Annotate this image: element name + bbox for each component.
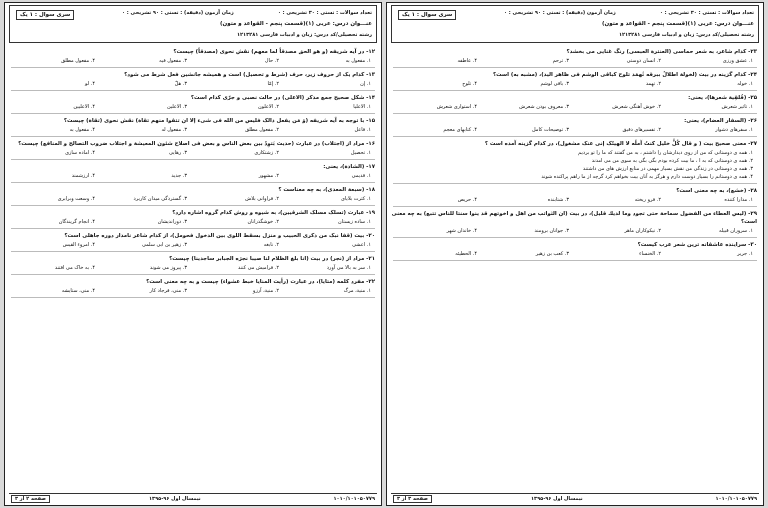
answer-options [9, 126, 377, 134]
answer-option[interactable]: ۲. فرامیش می کنند [237, 265, 279, 271]
answer-option[interactable]: ۱. مدارا کننده [724, 197, 753, 203]
question-text: ۱۸- (سبعة المعدی)، به چه معناست ؟ [278, 187, 375, 193]
question-text: ۲۴- کدام گزینه در بیت (لخولة اطلالٌ ببرقه ثَهمَد تلوح کباقی الوشم فی ظاهر الید)، (مشبه به) است؟ [493, 72, 757, 78]
question-text: ۱۶- مراد از (اجتلاب) در عبارت (حدیث بَتوِدّ بین بعض الناس و بعض فی اصلاح شئون المعیشة و اجتلاب ضروب التصالح و المنافع) چیست؟ [18, 141, 375, 147]
answer-option[interactable]: ۱. تحصیل [350, 150, 371, 156]
answer-options [391, 57, 759, 65]
answer-option[interactable]: ۳. توصیحات کامل [531, 127, 569, 133]
answer-option[interactable]: ۱. سفرهای دشوار [715, 127, 753, 133]
answer-options [9, 57, 377, 65]
answer-options [9, 172, 377, 180]
page-footer [9, 493, 377, 503]
answer-option[interactable]: ۴. حریص [457, 197, 477, 203]
answer-option[interactable]: ۳. معروف بودن شعرش [519, 104, 569, 110]
answer-option[interactable]: ۳. پیروز می شوند [149, 265, 187, 271]
exam-header [9, 5, 377, 43]
answer-option[interactable]: ۳. دوراندیشان [157, 219, 187, 225]
answer-option[interactable]: ۲. انسان دوستی [626, 58, 661, 64]
footer-page-number: صفحه ۲ از ۳ [11, 495, 50, 503]
answer-option[interactable]: ۳. باقی لوشم [540, 81, 569, 87]
footer-page-number: صفحه ۳ از ۳ [393, 495, 432, 503]
answer-options [9, 103, 377, 111]
answer-option[interactable]: ۱. الاعلیا [353, 104, 371, 110]
answer-option[interactable]: ۲. مشهور [258, 173, 279, 179]
answer-options [391, 103, 759, 111]
answer-option[interactable]: ۳. منی، فرجاد کار [149, 288, 187, 294]
answer-option[interactable]: ۲. تفسیرهای دقیق [622, 127, 661, 133]
answer-option[interactable]: ۲. خوشگذرانان [247, 219, 279, 225]
question-text: ۲۵- (فُلقِیة شعرها)، یعنی: [688, 95, 757, 101]
answer-option[interactable]: ۲. حال [264, 58, 279, 64]
answer-options [9, 195, 377, 203]
field-code: رشته تحصیلی/کد درس: زبان و ادبیات فارسی ۱۲۱۳۲۸۱ [236, 32, 372, 38]
divider [11, 159, 375, 160]
answer-option[interactable]: ۲. خوش آهنگی شعرش [612, 104, 661, 110]
divider [11, 228, 375, 229]
exam-header [391, 5, 759, 43]
question-text: ۲۸- (خشع)، به چه معنی است؟ [676, 188, 757, 194]
answer-options [391, 250, 759, 258]
answer-option[interactable]: ۱. خوله [737, 81, 753, 87]
divider [393, 113, 757, 114]
answer-option[interactable]: ۴. کتابهای معجم [443, 127, 477, 133]
answer-option[interactable]: ۴. الحطیئه [455, 251, 477, 257]
answer-option[interactable]: ۲. نابغه [263, 242, 279, 248]
question-text: ۲۷- معنی صحیح بیت ( و قال کُلُّ خلیل کنتُ آملُه لا الهینّک إنی عنک مشغول)، در کدام گزینه آمده است ؟ [484, 141, 757, 147]
course-title: عنـــوان درس: عربی (۱)(قسمت پنجم - القواعد و متون) [220, 21, 372, 27]
answer-options [9, 218, 377, 226]
answer-option[interactable]: ۲. الاعلون [257, 104, 279, 110]
question-text: ۲۱- مراد از (نجر) در بیت (انا بلغ الظلام لنا صیبا نجرَه الجبابر ساجدینا) چیست؟ [169, 256, 375, 262]
questions-list [9, 45, 377, 493]
divider [393, 260, 757, 261]
question-text: ۱۲- در آیه شریفه (و هو الحق مصدقاً لما معهم) نقش نحوی (مصدقاً) چیست؟ [173, 49, 375, 55]
answer-option[interactable]: ۱. منیة، مرگ [343, 288, 371, 294]
divider [393, 237, 757, 238]
answer-options [391, 149, 759, 181]
question-text: ۲۳- کدام شاعر، به شعر حماسی (العنترة العبسی) رنگ غنایی می بخشد؟ [566, 49, 757, 55]
answer-option[interactable]: ۴. وسعت وبرابری [57, 196, 95, 202]
answer-option[interactable]: ۱. إن [360, 81, 371, 87]
divider [11, 205, 375, 206]
answer-option[interactable]: ۲. همه ی دوستانی که به ا ، ما بیت کرده بودم بگی بگی به سوی من می امدند [591, 158, 753, 164]
divider [393, 206, 757, 207]
answer-option[interactable]: ۳. شتابنده [547, 197, 569, 203]
answer-option[interactable]: ۴. لو [85, 81, 95, 87]
answer-option[interactable]: ۳. مفعول فیه [159, 58, 187, 64]
answer-option[interactable]: ۳. الاعلین [166, 104, 187, 110]
answer-option[interactable]: ۲. منیة، آرزو [252, 288, 279, 294]
answer-option[interactable]: ۱. فاعل [354, 127, 371, 133]
page-footer [391, 493, 759, 503]
answer-option[interactable]: ۴. مفعول مطلق [61, 58, 95, 64]
answer-options [391, 227, 759, 235]
divider [393, 90, 757, 91]
answer-option[interactable]: ۳. گستردگی میدان کاربرد [133, 196, 187, 202]
answer-option[interactable]: ۱. جریر [737, 251, 753, 257]
answer-option[interactable]: ۲. نیکوکاران ماهر [624, 228, 661, 234]
answer-option[interactable]: ۴. منی، ستایشه [61, 288, 95, 294]
divider [393, 136, 757, 137]
question-text: ۱۳- کدام یک از حروف زیر، حرف (شرط و تحصیل) است و همیشه جانشین فعل شرط می شود؟ [124, 72, 375, 78]
divider [393, 183, 757, 184]
answer-option[interactable]: ۴. به خاک می افتند [54, 265, 95, 271]
answer-option[interactable]: ۲. زشتکاری [254, 150, 279, 156]
question-text: ۱۵- با توجه به آیه شریفه (وَ مَن یفعل ذالک فلیس من الله فی شیء إلا ان تتقوا منهم تقاة) نقش نحوی (تقاة) چیست؟ [63, 118, 375, 124]
questions-list [391, 45, 759, 493]
answer-option[interactable]: ۳. جوانان برومند [534, 228, 569, 234]
answer-option[interactable]: ۴. ارزشمند [71, 173, 95, 179]
answer-options [391, 80, 759, 88]
question-text: ۲۲- مفرد کلمه (متایا)، در عبارت (رأیت المنایا خبط عشواء) چیست و به چه معنی است؟ [146, 279, 375, 285]
question-text: ۱۷- (الشاذة)، یعنی: [323, 164, 375, 170]
divider [11, 136, 375, 137]
answer-options [9, 264, 377, 272]
answer-option[interactable]: ۴. عاطفه [457, 58, 477, 64]
answer-options [391, 196, 759, 204]
answer-option[interactable]: ۳. زهیر بن ابی سلمی [141, 242, 187, 248]
answer-option[interactable]: ۴. مفعول به [69, 127, 95, 133]
answer-option[interactable]: ۴. اماده سازی [65, 150, 95, 156]
divider [11, 182, 375, 183]
answer-option[interactable]: ۱. همه ی دوستانی که من از روی دیدارشان را داشتم ، به من گفتند که ما را تو بردیم [578, 150, 753, 156]
answer-option[interactable]: ۳. مفعول له [161, 127, 187, 133]
question-count: تعداد سوالات : تستی : ۳۰ تشریحی : ۰ [659, 10, 754, 16]
answer-option[interactable]: ۴. تلوح [462, 81, 477, 87]
divider [11, 90, 375, 91]
answer-options [9, 287, 377, 295]
divider [11, 274, 375, 275]
answer-option[interactable]: ۳. هلّ [174, 81, 187, 87]
answer-option[interactable]: ۱. اعشی [352, 242, 371, 248]
exam-time: زمان آزمون (دقیقه) : تستی : ۹۰ تشریحی : ۰ [122, 10, 234, 16]
answer-options [9, 149, 377, 157]
question-series: سری سوال : ۱ یک [16, 10, 74, 20]
divider [393, 67, 757, 68]
footer-term: نیمسال اول ۹۶-۱۳۹۵ [149, 496, 201, 502]
answer-option[interactable]: ۱. تاثیر شعرش [721, 104, 753, 110]
footer-code: ۱۰۱۰/۱۰۱۰۵۰۷۷۹ [333, 496, 375, 502]
answer-option[interactable]: ۲. إمّا [267, 81, 279, 87]
answer-option[interactable]: ۳. جدید [171, 173, 187, 179]
answer-option[interactable]: ۴. امروء القیس [62, 242, 95, 248]
footer-term: نیمسال اول ۹۶-۱۳۹۵ [531, 496, 583, 502]
divider [11, 251, 375, 252]
field-code: رشته تحصیلی/کد درس: زبان و ادبیات فارسی ۱۲۱۳۲۸۱ [618, 32, 754, 38]
answer-option[interactable]: ۱. قدیمی [351, 173, 371, 179]
exam-time: زمان آزمون (دقیقه) : تستی : ۹۰ تشریحی : ۰ [504, 10, 616, 16]
exam-page-2 [4, 2, 382, 506]
question-text: ۱۴- شکل صحیح جمع مذکر (الاعلی) در حالت نصبی و جرّی کدام است؟ [190, 95, 375, 101]
answer-option[interactable]: ۱. کثرت بلایای [340, 196, 371, 202]
footer-code: ۱۰۱۰/۱۰۱۰۵۰۷۷۹ [715, 496, 757, 502]
answer-option[interactable]: ۲. مفعول مطلق [245, 127, 279, 133]
question-text: ۱۹- عبارت (تسلک مسلک الشرقیین)، به شیوه و روش کدام گروه اشاره دارد؟ [172, 210, 375, 216]
answer-option[interactable]: ۲. الخنساء [639, 251, 661, 257]
answer-option[interactable]: ۴. انجام گریندگان [58, 219, 95, 225]
divider [11, 297, 375, 298]
question-count: تعداد سوالات : تستی : ۳۰ تشریحی : ۰ [277, 10, 372, 16]
course-title: عنـــوان درس: عربی (۱)(قسمت پنجم - القواعد و متون) [602, 21, 754, 27]
question-text: ۲۶- (السفار العضام)، یعنی: [684, 118, 757, 124]
answer-option[interactable]: ۱. سروران قبیله [718, 228, 753, 234]
answer-options [391, 126, 759, 134]
question-series: سری سوال : ۱ یک [398, 10, 456, 20]
answer-options [9, 241, 377, 249]
answer-option[interactable]: ۱. ساده زیستان [338, 219, 371, 225]
answer-option[interactable]: ۴. خاندان شهر [446, 228, 477, 234]
answer-option[interactable]: ۱. سر به بالا می آورد [326, 265, 371, 271]
answer-option[interactable]: ۲. تهمد [645, 81, 661, 87]
answer-option[interactable]: ۴. استواری شعرش [436, 104, 477, 110]
answer-option[interactable]: ۳. رهایی [169, 150, 187, 156]
answer-option[interactable]: ۳. ترحم [552, 58, 569, 64]
answer-option[interactable]: ۲. فرو ریخته [634, 197, 661, 203]
answer-option[interactable]: ۳. کعب بن زهیر [535, 251, 569, 257]
answer-option[interactable]: ۱. مفعول به [345, 58, 371, 64]
answer-option[interactable]: ۴. همه ی دوستانم را بسیار دوست دارم و هرگز به آنان بیت بخواهم کرد گرچه از ما راهم پراکنده شوند [541, 174, 753, 180]
question-text: ۲۰- بیت (قفا نبک من ذکری الحبیب و منزل بسقط اللوی بین الدخول فحومل)، از کدام شاعر نامدار دوره جاهلی است؟ [64, 233, 375, 239]
divider [11, 113, 375, 114]
divider [11, 67, 375, 68]
answer-options [9, 80, 377, 88]
exam-page-3 [386, 2, 764, 506]
question-text: ۳۰- سراینده عاشقانه ترین شعر عرب کیست؟ [637, 242, 757, 248]
answer-option[interactable]: ۲. فراوانی بلاش [245, 196, 279, 202]
question-text: ۲۹- (لیس العطاء من الفضول سماحة حتى تجود وما لدیك قلیل)، در بیت (ان الثواتب من اهل و اخوتهم قد ینوا سنتا للناس تتبع) به چه معنی است؟ [391, 211, 757, 225]
answer-option[interactable]: ۱. عشق ورزی [722, 58, 753, 64]
answer-option[interactable]: ۳. همه ی دوستانی در زندگی من نقش بسیار مهمی در منابع ارزش های من داشتند [582, 166, 753, 172]
answer-option[interactable]: ۴. الاعلیین [73, 104, 95, 110]
